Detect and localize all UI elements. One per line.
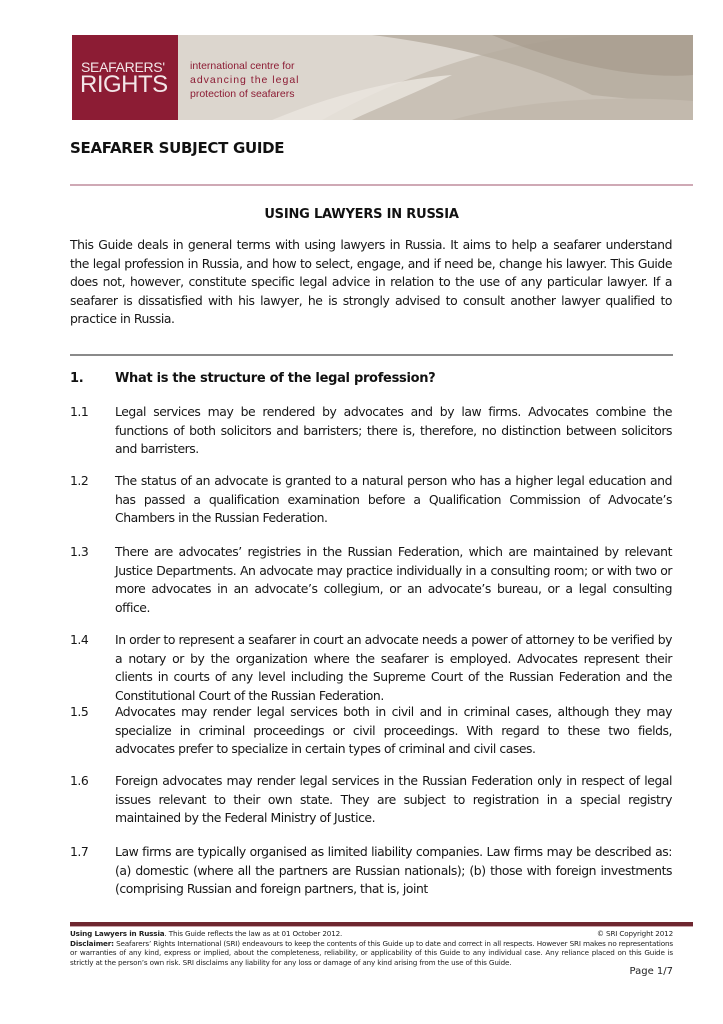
disclaimer-text: Seafarers’ Rights International (SRI) endeavours to keep the contents of this Guide up to date and correct in all respects. However SRI makes no representations or warranties of any kind, express or implied, about the completeness, reliability, or applicability of this Guide to any individual case. Any reliance placed on this Guide is strictly at the person’s own risk. SRI disclaims any liability for any loss or damage of any kind arising from the use of this Guide. (70, 938, 673, 967)
section-title: What is the structure of the legal profession? (115, 371, 436, 386)
section-heading (70, 371, 435, 386)
paragraph-text: Foreign advocates may render legal services in the Russian Federation only in respect of legal issues relevant to their own state. They are subject to registration in a special registry maintained by the Federal Ministry of Justice. (115, 773, 672, 826)
intro-paragraph: This Guide deals in general terms with using lawyers in Russia. It aims to help a seafarer understand the legal profession in Russia, and how to select, engage, and if need be, change his lawyer. This Guide does not, however, constitute specific legal advice in relation to the use of any particular lawyer. If a seafarer is dissatisfied with his lawyer, he is strongly advised to consult another lawyer qualified to practice in Russia. (70, 237, 672, 327)
disclaimer-label: Disclaimer: (70, 938, 114, 948)
paragraph-number: 1.6 (70, 773, 89, 788)
paragraph-1-1 (70, 403, 672, 459)
footer-copyright: © SRI Copyright 2012 (596, 929, 673, 938)
paragraph-number: 1.5 (70, 704, 89, 719)
tagline-line: protection of seafarers (190, 88, 295, 100)
paragraph-1-6 (70, 772, 672, 828)
page-number: Page 1/7 (629, 966, 673, 977)
section-divider (70, 354, 673, 356)
footer-divider (70, 922, 693, 927)
header-banner (72, 35, 693, 120)
footer-guide-note: . This Guide reflects the law as at 01 October 2012. (164, 929, 343, 938)
paragraph-1-7 (70, 843, 672, 899)
page-footer (70, 929, 673, 967)
paragraph-number: 1.7 (70, 844, 89, 859)
paragraph-1-3 (70, 543, 672, 617)
section-number: 1. (70, 371, 84, 386)
logo-text-line2: RIGHTS (80, 71, 168, 98)
header-divider (70, 184, 693, 186)
paragraph-1-4 (70, 631, 672, 705)
paragraph-number: 1.3 (70, 544, 89, 559)
footer-guide-info (70, 929, 342, 939)
organization-tagline (190, 59, 300, 101)
paragraph-text: In order to represent a seafarer in court an advocate needs a power of attorney to be verified by a notary or by the organization where the seafarer is employed. Advocates represent their clients in courts of any level including the Supreme Court of the Russian Federation and the Constitutional Court of the Russian Federation. (115, 632, 672, 703)
document-title: USING LAWYERS IN RUSSIA (264, 207, 459, 222)
paragraph-number: 1.1 (70, 404, 89, 419)
seafarers-rights-logo (72, 35, 178, 120)
paragraph-text: The status of an advocate is granted to a natural person who has a higher legal education and has passed a qualification examination before a Qualification Commission of Advocate’s Chambers in the Russian Federation. (115, 473, 672, 526)
logo-text-line1: SEAFARERS' (81, 59, 165, 75)
paragraph-1-2 (70, 472, 672, 528)
paragraph-1-5 (70, 703, 672, 759)
paragraph-text: There are advocates’ registries in the Russian Federation, which are maintained by relevant Justice Departments. An advocate may practice individually in a consulting room; or with two or more advocates in an advocate’s collegium, or an advocate’s bureau, or a legal consulting office. (115, 544, 672, 615)
footer-guide-name: Using Lawyers in Russia (70, 929, 165, 938)
tagline-line: advancing the legal (190, 74, 300, 86)
tagline-line: international centre for (190, 60, 295, 72)
paragraph-number: 1.2 (70, 473, 89, 488)
paragraph-number: 1.4 (70, 632, 89, 647)
footer-disclaimer (70, 939, 673, 968)
paragraph-text: Advocates may render legal services both in civil and in criminal cases, although they may specialize in criminal proceedings or civil proceedings. With regard to these two fields, advocates prefer to specialize in certain types of criminal and civil cases. (115, 704, 672, 757)
paragraph-text: Law firms are typically organised as limited liability companies. Law firms may be described as: (a) domestic (where all the partners are Russian nationals); (b) those with foreign investments (comprising Russian and foreign partners, that is, joint (115, 844, 672, 897)
subject-guide-heading: SEAFARER SUBJECT GUIDE (70, 139, 285, 157)
paragraph-text: Legal services may be rendered by advocates and by law firms. Advocates combine the functions of both solicitors and barristers; there is, therefore, no distinction between solicitors and barristers. (115, 404, 672, 457)
